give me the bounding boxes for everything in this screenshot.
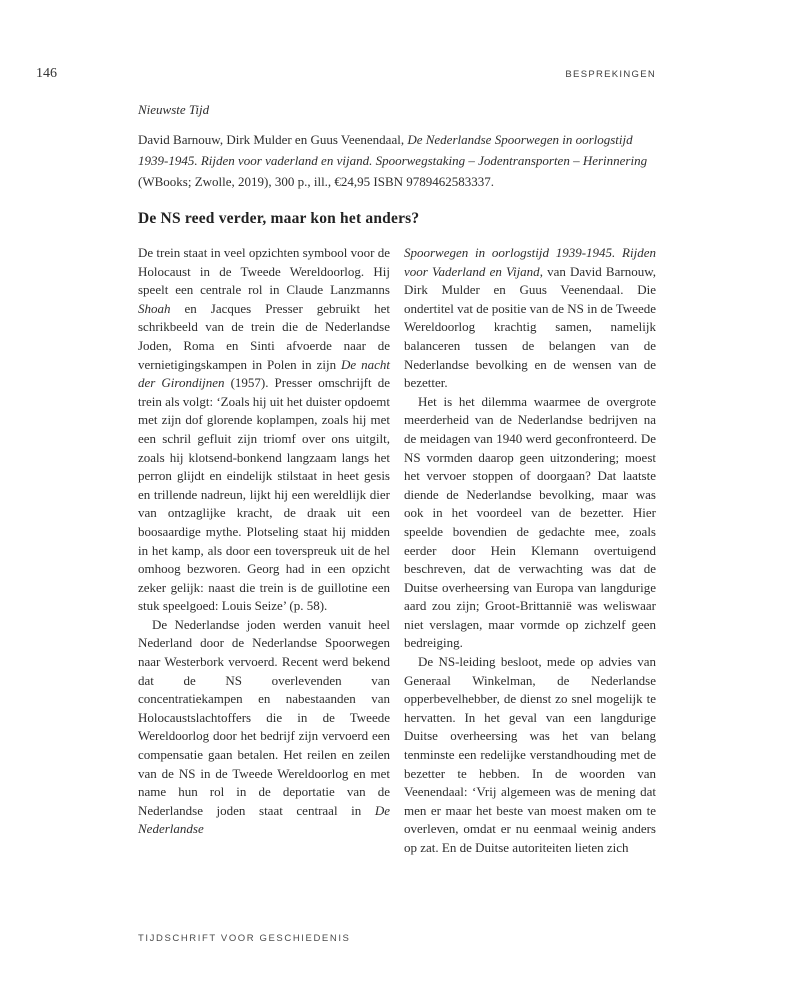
paragraph: [404, 393, 656, 653]
paragraph: [138, 616, 390, 839]
text-segment: , van David Barnouw, Dirk Mulder en Guus Veenendaal. Die ondertitel vat de positie van de NS in de Tweede Wereldoorlog krachtig samen, namelijk balanceren tussen de belangen van de Nederlandse bevolking en de wensen van de bezetter.: [404, 263, 656, 391]
journal-footer: TIJDSCHRIFT VOOR GESCHIEDENIS: [138, 933, 351, 944]
italic-text-segment: De Nederlandse: [138, 802, 390, 837]
text-segment: De trein staat in veel opzichten symbool voor de Holocaust in de Tweede Wereldoorlog. Hij speelt een centrale rol in Claude Lanzmanns: [138, 245, 390, 298]
paragraph: [404, 653, 656, 858]
running-head-section: BESPREKINGEN: [565, 69, 656, 80]
review-article: [138, 102, 656, 858]
column-left: [138, 244, 390, 858]
page-number: 146: [36, 66, 57, 81]
italic-text-segment: Spoorwegen in oorlogstijd 1939-1945. Rijden voor Vaderland en Vijand: [404, 245, 656, 279]
paragraph: [138, 244, 390, 616]
text-segment: (WBooks; Zwolle, 2019), 300 p., ill., €24,95 ISBN 9789462583337.: [138, 174, 495, 189]
two-column-body: [138, 244, 656, 858]
text-segment: (1957). Presser omschrijft de trein als volgt: ‘Zoals hij uit het duister opdoemt met zijn dof glorende koplampen, zoals hij met een schril gefluit zijn triomf over ons uitgilt, zoals hij klotsend-bonkend langzaam langs het perron glijdt en eindelijk stilstaat in heet gesis en trillende nadreun, lijkt hij een wereldlijk dier van ontzaglijke kracht, de draak uit een boosaardige mythe. Plotseling staat hij midden in het kamp, als door een toverspreuk uit de hel omhoog bezworen. Georg had in een opzicht zeker gelijk: naast die trein is de guillotine een stuk speelgoed: Louis Seize’ (p. 58).: [138, 375, 391, 614]
italic-text-segment: De Nederlandse Spoorwegen in oorlogstijd 1939-1945. Rijden voor vaderland en vijand. Spoorwegstaking – Jodentransporten – Herinnering: [138, 132, 648, 168]
text-segment: Het is het dilemma waarmee de overgrote meerderheid van de Nederlandse bedrijven na de meidagen van 1940 werd geconfronteerd. De NS vormden daarop geen uitzondering; moest het vervoer stoppen of doorgaan? Dat laatste diende de Nederlandse bevolking, maar was ook in het voordeel van de bezetter. Hier speelde bovendien de gedachte mee, zoals eerder door Hein Klemann overtuigend beschreven, dat de verwachting was dat de Duitse overheersing van Europa van langdurige aard zou zijn; Groot-Brittannië was weliswaar niet verslagen, maar vormde op zichzelf geen bedreiging.: [404, 393, 656, 651]
text-segment: De Nederlandse joden werden vanuit heel Nederland door de Nederlandse Spoorwegen naar Westerbork vervoerd. Recent werd bekend dat de NS overlevenden van concentratiekampen en nabestaanden van Holocaustslachtoffers die in de Tweede Wereldoorlog door het bedrijf zijn vervoerd een compensatie gaan betalen. Het reilen en zeilen van de NS in de Tweede Wereldoorlog en met name hun rol in de deportatie van de Nederlandse joden staat centraal in: [138, 616, 390, 818]
review-title: De NS reed verder, maar kon het anders?: [138, 210, 420, 227]
text-segment: De NS-leiding besloot, mede op advies van Generaal Winkelman, de Nederlandse opperbevelhebber, de dienst zo snel mogelijk te hervatten. In het geval van een langdurige Duitse overheersing was het van belang tenminste een redelijke verstandhouding met de bezetter te hebben. In de woorden van Veenendaal: ‘Vrij algemeen was de mening dat men er maar het beste van moest maken om te overleven, omdat er nu eenmaal weinig anders op zat. En de Duitse autoriteiten lieten zich: [404, 654, 656, 855]
book-citation: [138, 129, 656, 192]
section-label: Nieuwste Tijd: [138, 102, 210, 117]
italic-text-segment: Shoah: [138, 300, 171, 316]
text-segment: en Jacques Presser gebruikt het schrikbeeld van de trein die de Nederlandse Joden, Roma en Sinti afvoerde naar de vernietigingskampen in Polen in zijn: [138, 300, 390, 372]
paragraph: [404, 244, 656, 393]
text-segment: David Barnouw, Dirk Mulder en Guus Veenendaal,: [138, 132, 408, 147]
italic-text-segment: De nacht der Girondijnen: [138, 356, 391, 391]
page-header: [36, 66, 656, 82]
column-right: [404, 244, 656, 858]
